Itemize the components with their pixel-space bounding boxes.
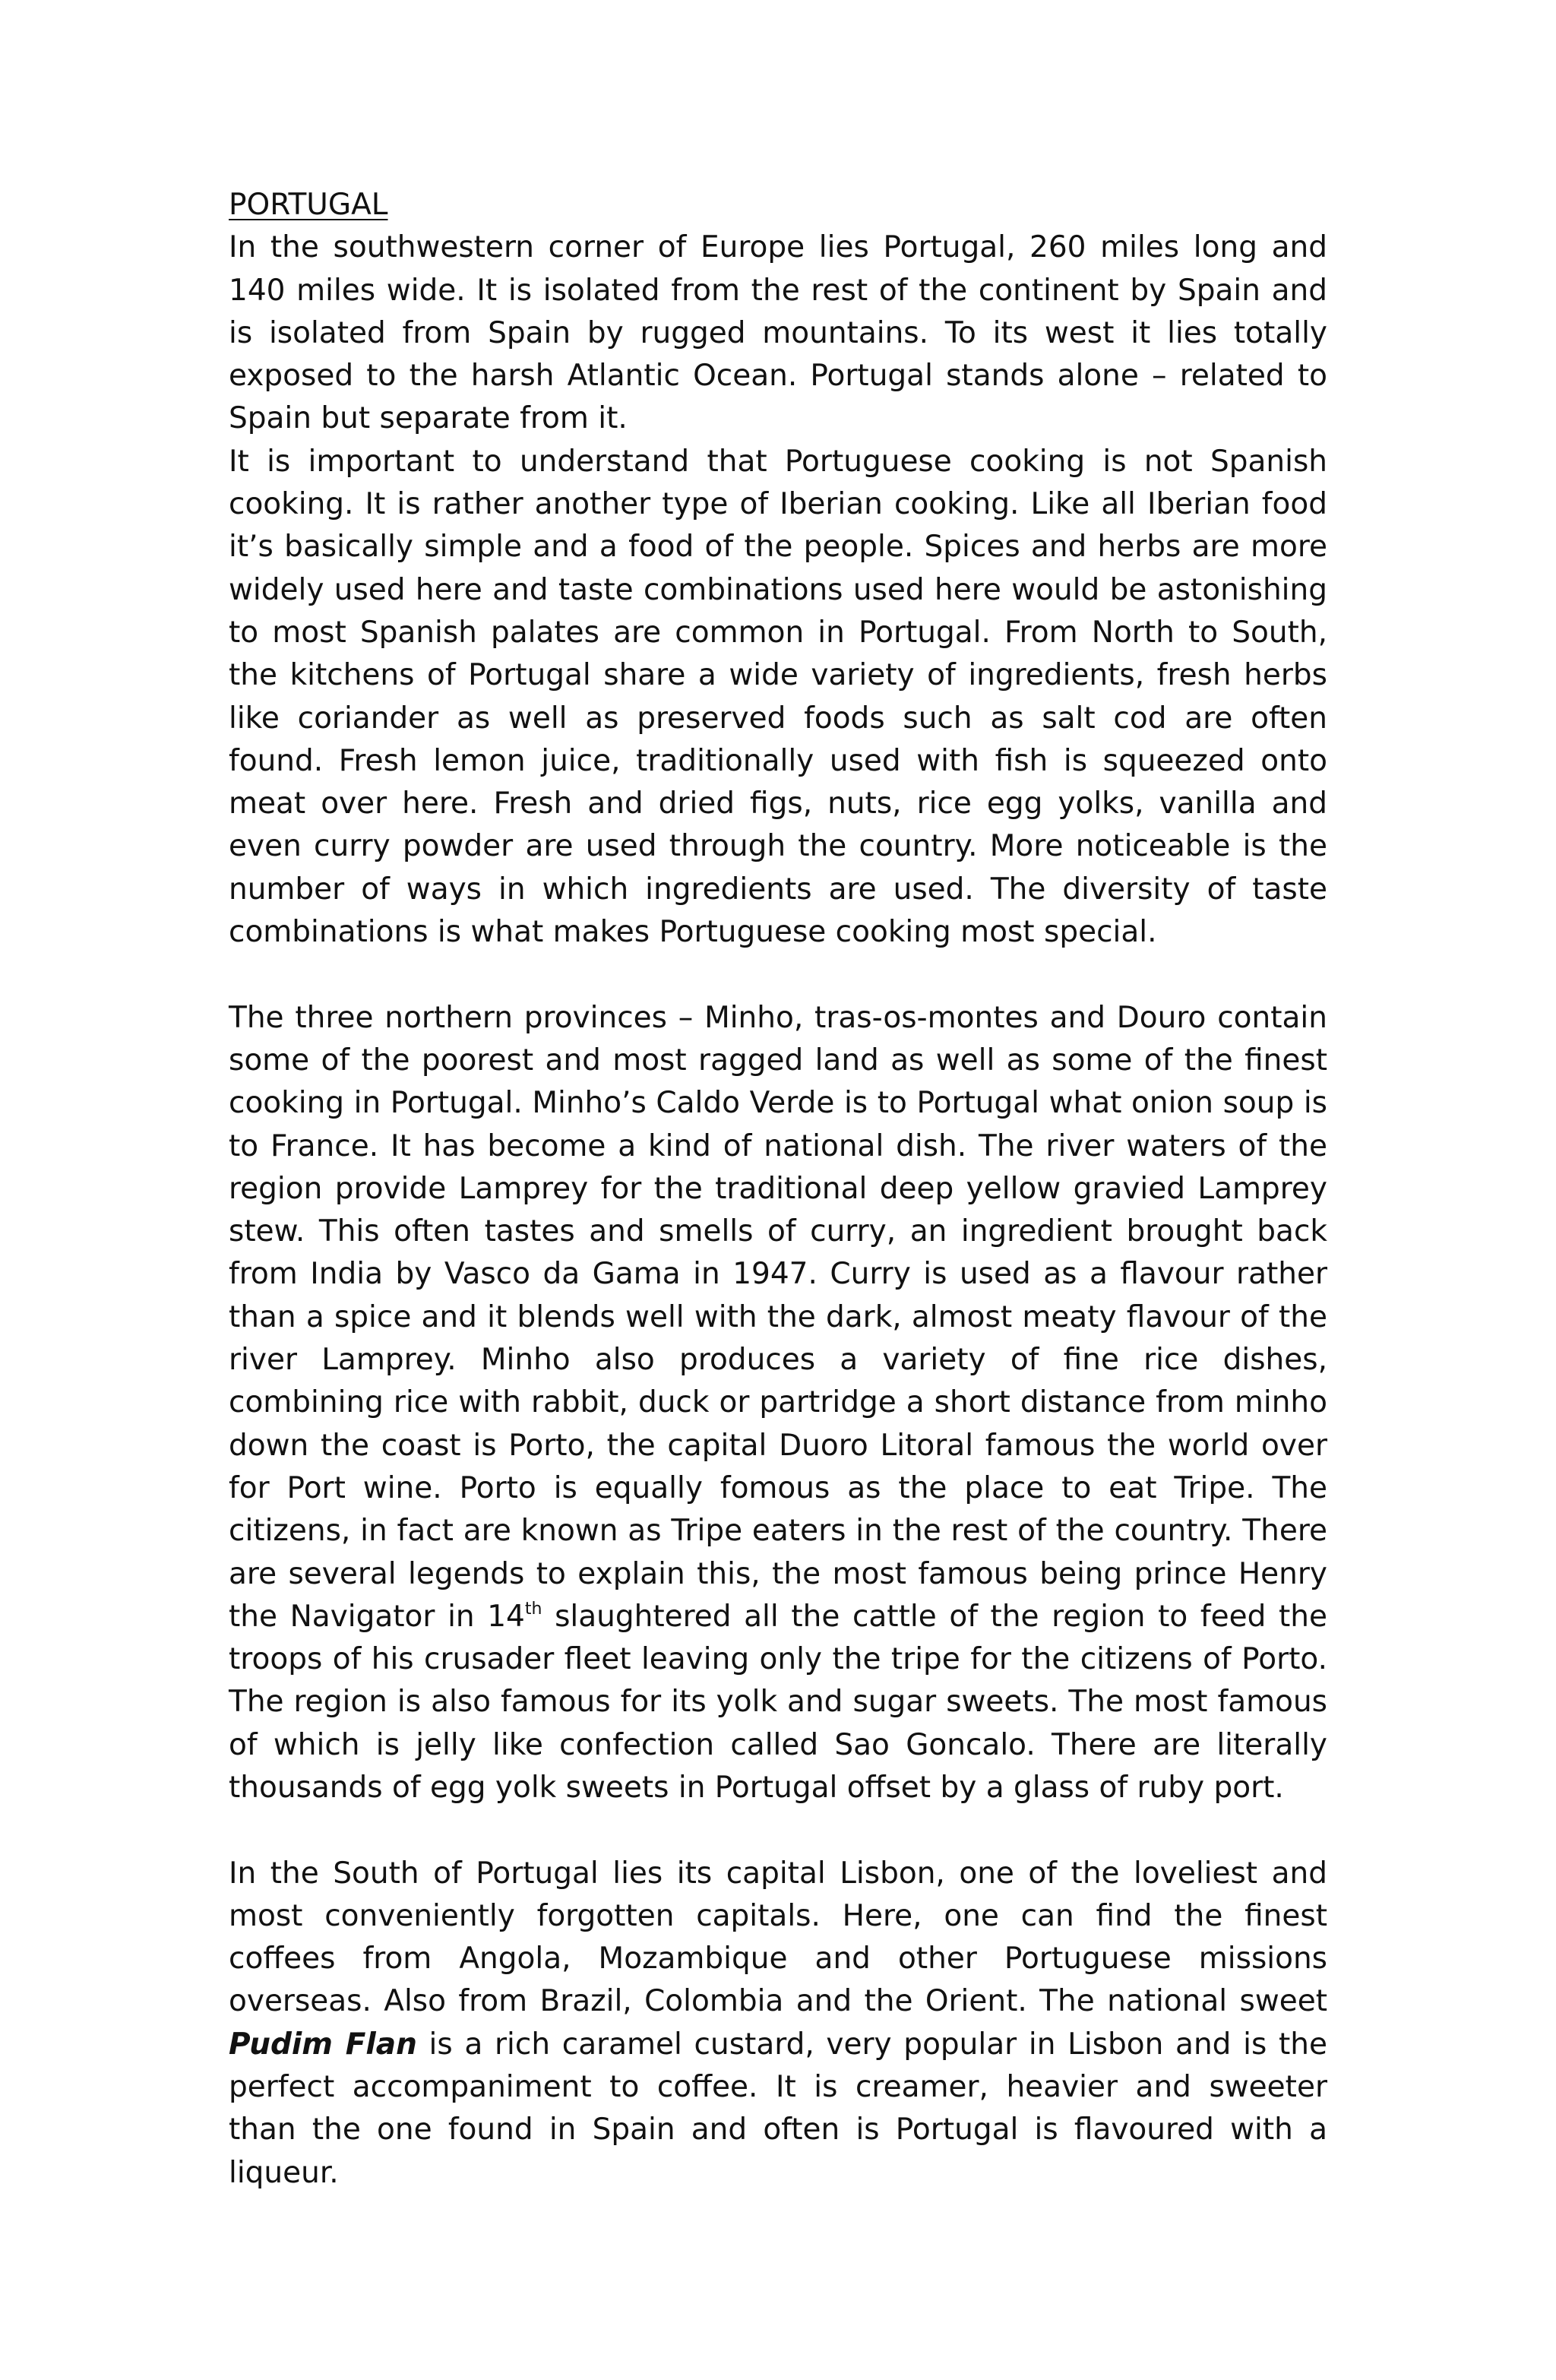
document-body <box>229 184 1327 2195</box>
superscript-th: th <box>524 1599 542 1619</box>
paragraph-cooking: It is important to understand that Portuguese cooking is not Spanish cooking. It is rather another type of Iberian cooking. Like all Iberian food it’s basically simple and a food of the people. Spices and herbs are more widely used here and taste combinations used here would be astonishing to most Spanish palates are common in Portugal. From North to South, the kitchens of Portugal share a wide variety of ingredients, fresh herbs like coriander as well as preserved foods such as salt cod are often found. Fresh lemon juice, traditionally used with fish is squeezed onto meat over here. Fresh and dried figs, nuts, rice egg yolks, vanilla and even curry powder are used through the country. More noticeable is the number of ways in which ingredients are used. The diversity of taste combinations is what makes Portuguese cooking most special. <box>229 444 1327 950</box>
paragraph-south-text-a: In the South of Portugal lies its capital Lisbon, one of the loveliest and most conveniently forgotten capitals. Here, one can find the finest coffees from Angola, Mozambique and other Portuguese missions overseas. Also from Brazil, Colombia and the Orient. The national sweet <box>229 1856 1327 2019</box>
paragraph-south-text-b: is a rich caramel custard, very popular in Lisbon and is the perfect accompaniment to coffee. It is creamer, heavier and sweeter than the one found in Spain and often is Portugal is flavoured with a liqueur. <box>229 2027 1327 2190</box>
paragraph-intro: In the southwestern corner of Europe lies Portugal, 260 miles long and 140 miles wide. It is isolated from the rest of the continent by Spain and is isolated from Spain by rugged mountains. To its west it lies totally exposed to the harsh Atlantic Ocean. Portugal stands alone – related to Spain but separate from it. <box>229 230 1327 436</box>
pudim-flan-emphasis: Pudim Flan <box>229 2027 417 2062</box>
paragraph-north-text-b: slaughtered all the cattle of the region to feed the troops of his crusader fleet leaving only the tripe for the citizens of Porto. The region is also famous for its yolk and sugar sweets. The most famous of which is jelly like confection called Sao Goncalo. There are literally thousands of egg yolk sweets in Portugal offset by a glass of ruby port. <box>229 1599 1327 1805</box>
paragraph-north <box>229 997 1327 1810</box>
paragraph-north-text-a: The three northern provinces – Minho, tras-os-montes and Douro contain some of the poorest and most ragged land as well as some of the finest cooking in Portugal. Minho’s Caldo Verde is to Portugal what onion soup is to France. It has become a kind of national dish. The river waters of the region provide Lamprey for the traditional deep yellow gravied Lamprey stew. This often tastes and smells of curry, an ingredient brought back from India by Vasco da Gama in 1947. Curry is used as a flavour rather than a spice and it blends well with the dark, almost meaty flavour of the river Lamprey. Minho also produces a variety of fine rice dishes, combining rice with rabbit, duck or partridge a short distance from minho down the coast is Porto, the capital Duoro Litoral famous the world over for Port wine. Porto is equally fomous as the place to eat Tripe. The citizens, in fact are known as Tripe eaters in the rest of the country. There are several legends to explain this, the most famous being prince Henry the Navigator in 14 <box>229 1000 1327 1634</box>
paragraph-spacer <box>229 1809 1327 1852</box>
document-title: PORTUGAL <box>229 188 388 222</box>
paragraph-spacer <box>229 954 1327 996</box>
paragraph-south <box>229 1853 1327 2195</box>
